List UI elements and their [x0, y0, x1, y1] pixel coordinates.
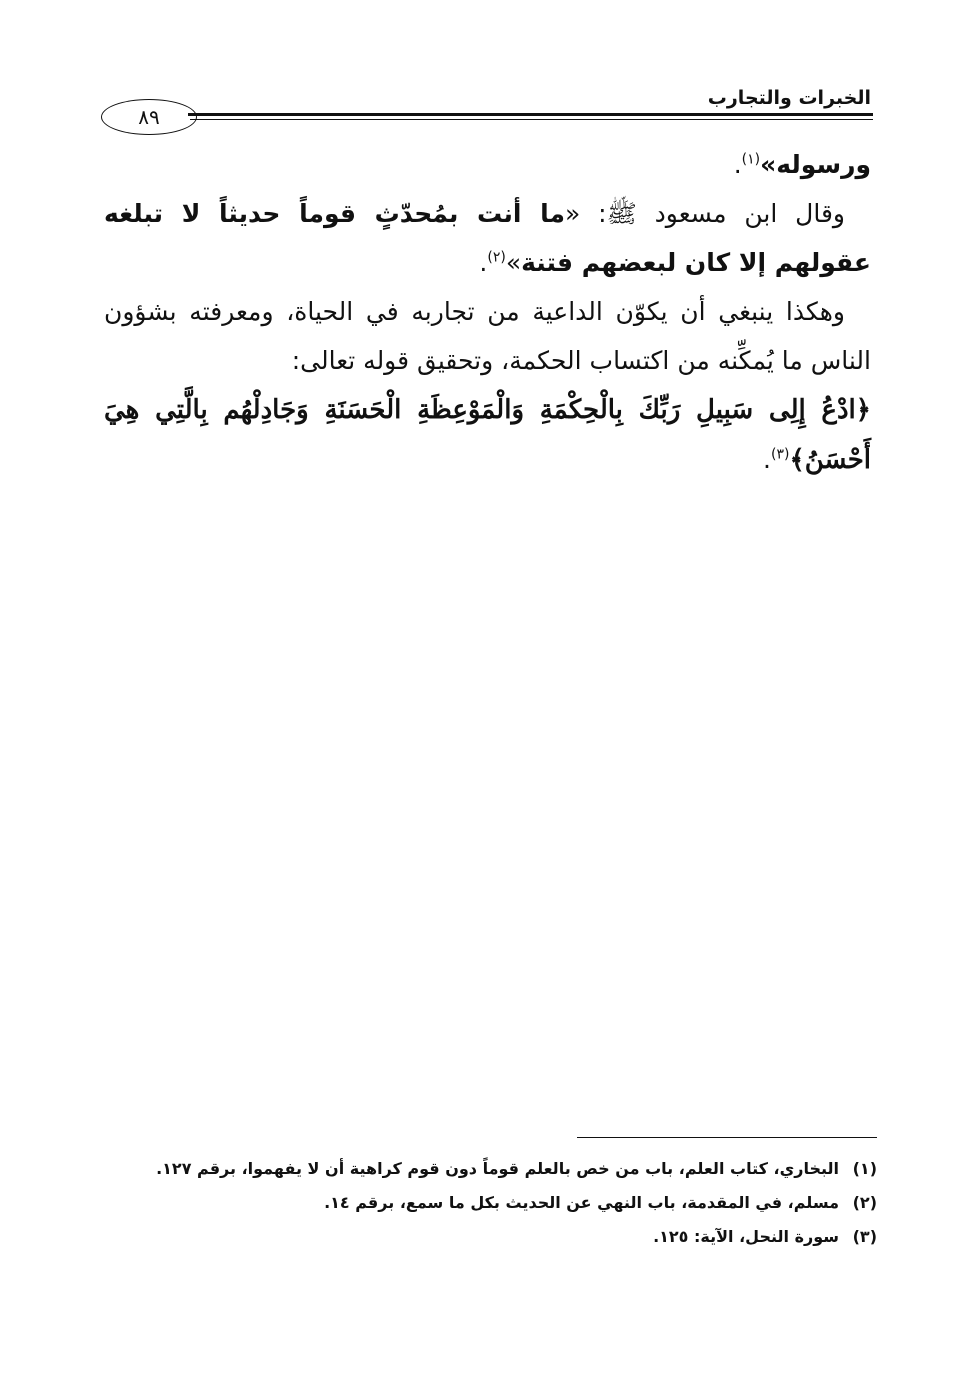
- footnote-text: مسلم، في المقدمة، باب النهي عن الحديث بكل ما سمع، برقم ١٤.: [324, 1193, 839, 1212]
- body-text: [104, 140, 871, 485]
- running-title: الخبرات والتجارب: [707, 87, 871, 109]
- p2-end: .: [479, 248, 488, 277]
- footnote-number: (٣): [852, 1227, 877, 1246]
- p1-text: ورسوله»: [760, 150, 871, 179]
- quran-verse: ﴿ادْعُ إِلِى سَبِيلِ رَبِّكَ بِالْحِكْمَةِ وَالْمَوْعِظَةِ الْحَسَنَةِ وَجَادِلْهُم بِالَّتِي هِيَ أَحْسَنُ﴾: [104, 395, 871, 475]
- footnote-ref-3: (٣): [771, 446, 790, 463]
- paragraph-2: [104, 189, 871, 287]
- p2-close: »: [505, 248, 522, 277]
- footnote-item: [110, 1152, 877, 1186]
- footnote-item: [110, 1220, 877, 1254]
- footnote-ref-1: (١): [741, 151, 761, 168]
- p4-end: .: [763, 445, 771, 474]
- p2-intro: وقال ابن مسعود ﷺ: «: [564, 199, 845, 228]
- footnotes: [110, 1152, 877, 1254]
- header-rule-thin: [190, 119, 873, 120]
- paragraph-1: [104, 140, 871, 189]
- paragraph-4: [104, 385, 871, 485]
- footnote-text: سورة النحل، الآية: ١٢٥.: [653, 1227, 839, 1246]
- page-number: ٨٩: [101, 99, 197, 135]
- footnote-number: (١): [852, 1159, 877, 1178]
- footnote-text: البخاري، كتاب العلم، باب من خص بالعلم قوماً دون قوم كراهية أن لا يفهموا، برقم ١٢٧.: [156, 1159, 839, 1178]
- footnote-separator: [577, 1137, 877, 1138]
- footnote-number: (٢): [852, 1193, 877, 1212]
- p1-end: .: [733, 150, 742, 179]
- header-rule-thick: [188, 113, 873, 116]
- paragraph-3: وهكذا ينبغي أن يكوّن الداعية من تجاربه في الحياة، ومعرفته بشؤون الناس ما يُمكِّنه من اكتساب الحكمة، وتحقيق قوله تعالى:: [104, 297, 871, 375]
- p2-quote: ما أنت بمُحدّثٍ قوماً حديثاً لا تبلغه عقولهم إلا كان لبعضهم فتنة: [104, 199, 871, 277]
- footnote-item: [110, 1186, 877, 1220]
- footnote-ref-2: (٢): [487, 249, 506, 266]
